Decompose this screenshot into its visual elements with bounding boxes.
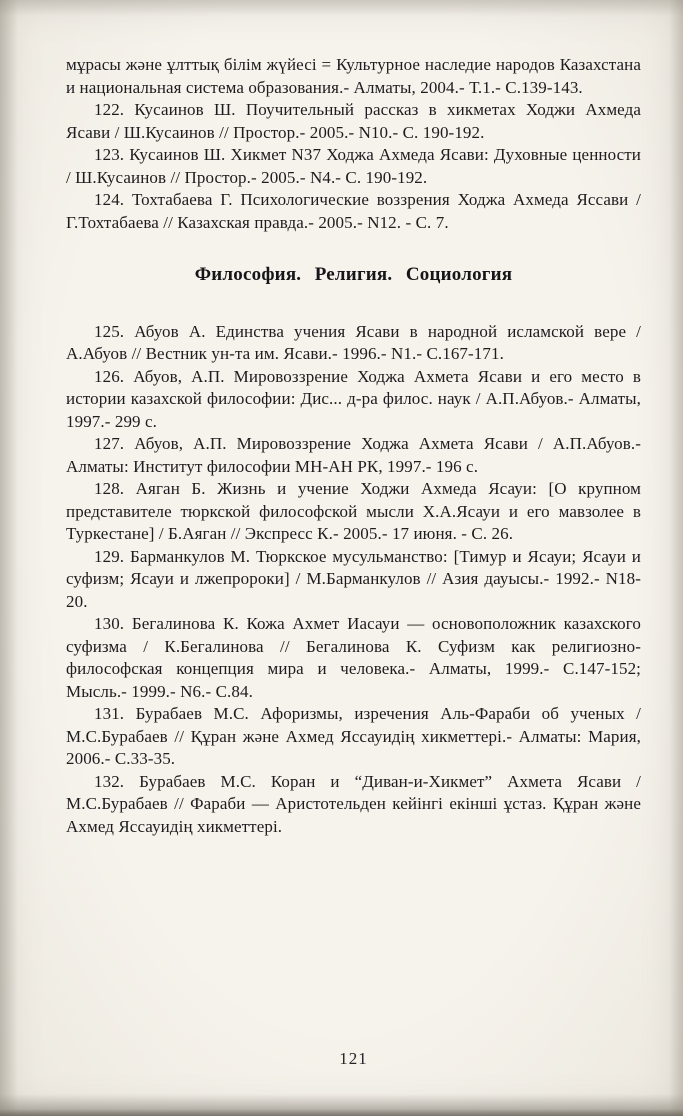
bibliography-entry-131: 131. Бурабаев М.С. Афоризмы, изречения Аль-Фараби об ученых / М.С.Бурабаев // Құран және Ахмед Яссауидің хикметтері.- Алматы: Мария, 2006.- С.33-35.: [66, 704, 641, 768]
bibliography-entry-124: 124. Тохтабаева Г. Психологические воззрения Ходжа Ахмеда Яссави / Г.Тохтабаева // Казахская правда.- 2005.- N12. - С. 7.: [66, 190, 641, 232]
bibliography-entry-123: 123. Кусаинов Ш. Хикмет N37 Ходжа Ахмеда Ясави: Духовные ценности / Ш.Кусаинов // Простор.- 2005.- N4.- С. 190-192.: [66, 145, 641, 187]
bibliography-entry-125: 125. Абуов А. Единства учения Ясави в народной исламской вере / А.Абуов // Вестник ун-та им. Ясави.- 1996.- N1.- С.167-171.: [66, 321, 641, 363]
bibliography-entry-130: 130. Бегалинова К. Кожа Ахмет Иасауи — основоположник казахского суфизма / К.Бегалинова // Бегалинова К. Суфизм как религиозно-философская концепция мира и человека.- Алматы, 1999.- С.147-152; Мысль.- 1999.- N6.- С.84.: [66, 614, 641, 701]
section-heading: Философия. Религия. Социология: [194, 264, 513, 285]
bibliography-entry-122: 122. Кусаинов Ш. Поучительный рассказ в хикметах Ходжи Ахмеда Ясави / Ш.Кусаинов // Простор.- 2005.- N10.- С. 190-192.: [66, 100, 641, 142]
page-number: 121: [339, 1048, 368, 1068]
bibliography-entry-129: 129. Барманкулов М. Тюркское мусульманство: [Тимур и Ясауи; Ясауи и суфизм; Ясауи и лжепророки] / М.Барманкулов // Азия дауысы.- 1992.- N18-20.: [66, 546, 641, 611]
paragraph-continuation: мұрасы және ұлттық білім жүйесі = Культурное наследие народов Казахстана и национальная система образования.- Алматы, 2004.- Т.1.- С.139-143.: [66, 55, 641, 97]
bibliography-entry-126: 126. Абуов, А.П. Мировоззрение Ходжа Ахмета Ясави и его место в истории казахской философии: Дис... д-ра филос. наук / А.П.Абуов.- Алматы, 1997.- 299 с.: [66, 366, 641, 431]
bibliography-entry-128: 128. Аяган Б. Жизнь и учение Ходжи Ахмеда Ясауи: [О крупном представителе тюркской философской мысли Х.А.Ясауи и его мавзолее в Туркестане] / Б.Аяган // Экспресс К.- 2005.- 17 июня. - С. 26.: [66, 479, 641, 543]
bibliography-entry-127: 127. Абуов, А.П. Мировоззрение Ходжа Ахмета Ясави / А.П.Абуов.- Алматы: Институт философии МН-АН РК, 1997.- 196 с.: [66, 434, 641, 476]
bibliography-entry-132: 132. Бурабаев М.С. Коран и “Диван-и-Хикмет” Ахмета Ясави / М.С.Бурабаев // Фараби — Аристотельден кейінгі екінші ұстаз. Құран және Ахмед Яссауидің хикметтері.: [66, 771, 641, 836]
